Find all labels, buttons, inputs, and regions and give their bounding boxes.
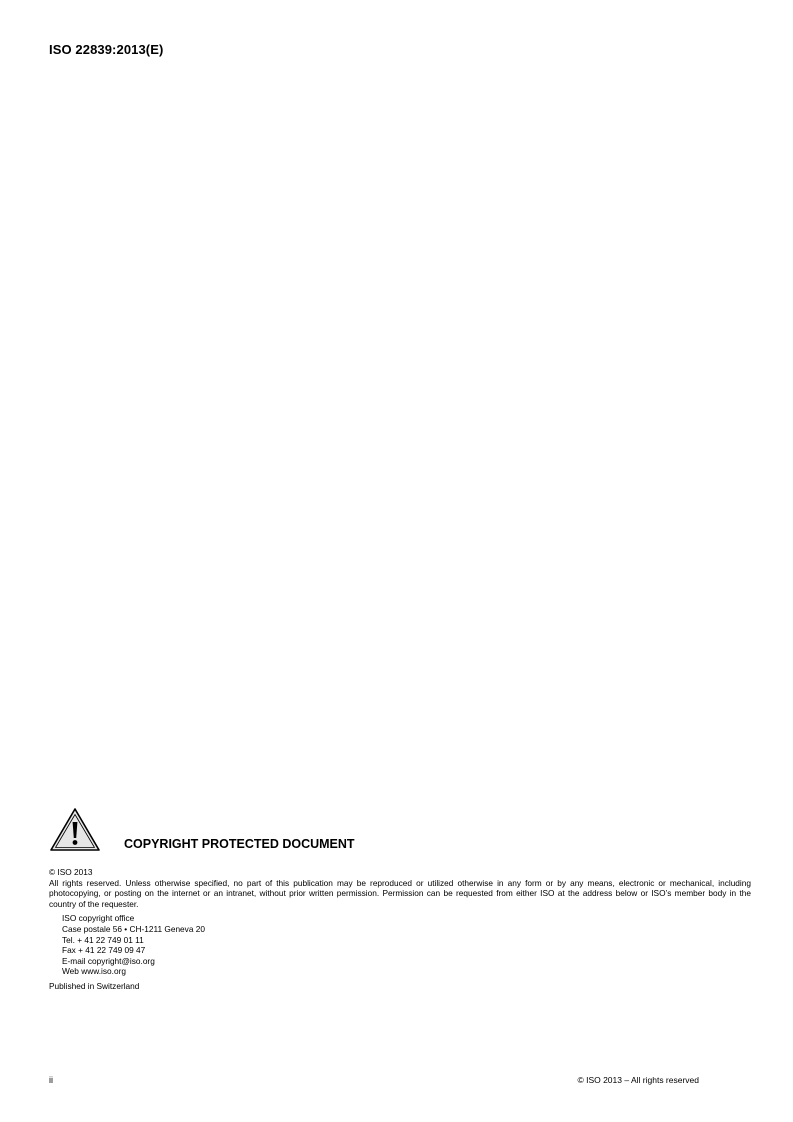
address-line: ISO copyright office xyxy=(62,913,135,924)
published-location: Published in Switzerland xyxy=(49,980,140,991)
address-line: Case postale 56 • CH-1211 Geneva 20 xyxy=(62,923,205,934)
page-number: ii xyxy=(49,1075,53,1085)
document-id: ISO 22839:2013(E) xyxy=(49,42,164,57)
copyright-notice xyxy=(49,806,751,992)
address-line: Tel. + 41 22 749 01 11 xyxy=(62,934,144,945)
rights-text: All rights reserved. Unless otherwise specified, no part of this publication may be reproduced or utilized otherwise in any form or by any means, electronic or mechanical, including photocopying, or posting on the internet or an intranet, without prior written permission. Permission can be requested from either ISO at the address below or ISO’s member body in the country of the requester. xyxy=(49,877,751,909)
notice-title: COPYRIGHT PROTECTED DOCUMENT xyxy=(124,837,355,851)
copyright-line: © ISO 2013 xyxy=(49,867,93,877)
address-line: Fax + 41 22 749 09 47 xyxy=(62,945,146,956)
footer-copyright: © ISO 2013 – All rights reserved xyxy=(577,1075,699,1085)
notice-header xyxy=(49,806,751,864)
address-line: Web www.iso.org xyxy=(62,966,126,977)
address-line: E-mail copyright@iso.org xyxy=(62,955,155,966)
address-block xyxy=(62,913,751,977)
warning-triangle-icon xyxy=(49,806,101,852)
